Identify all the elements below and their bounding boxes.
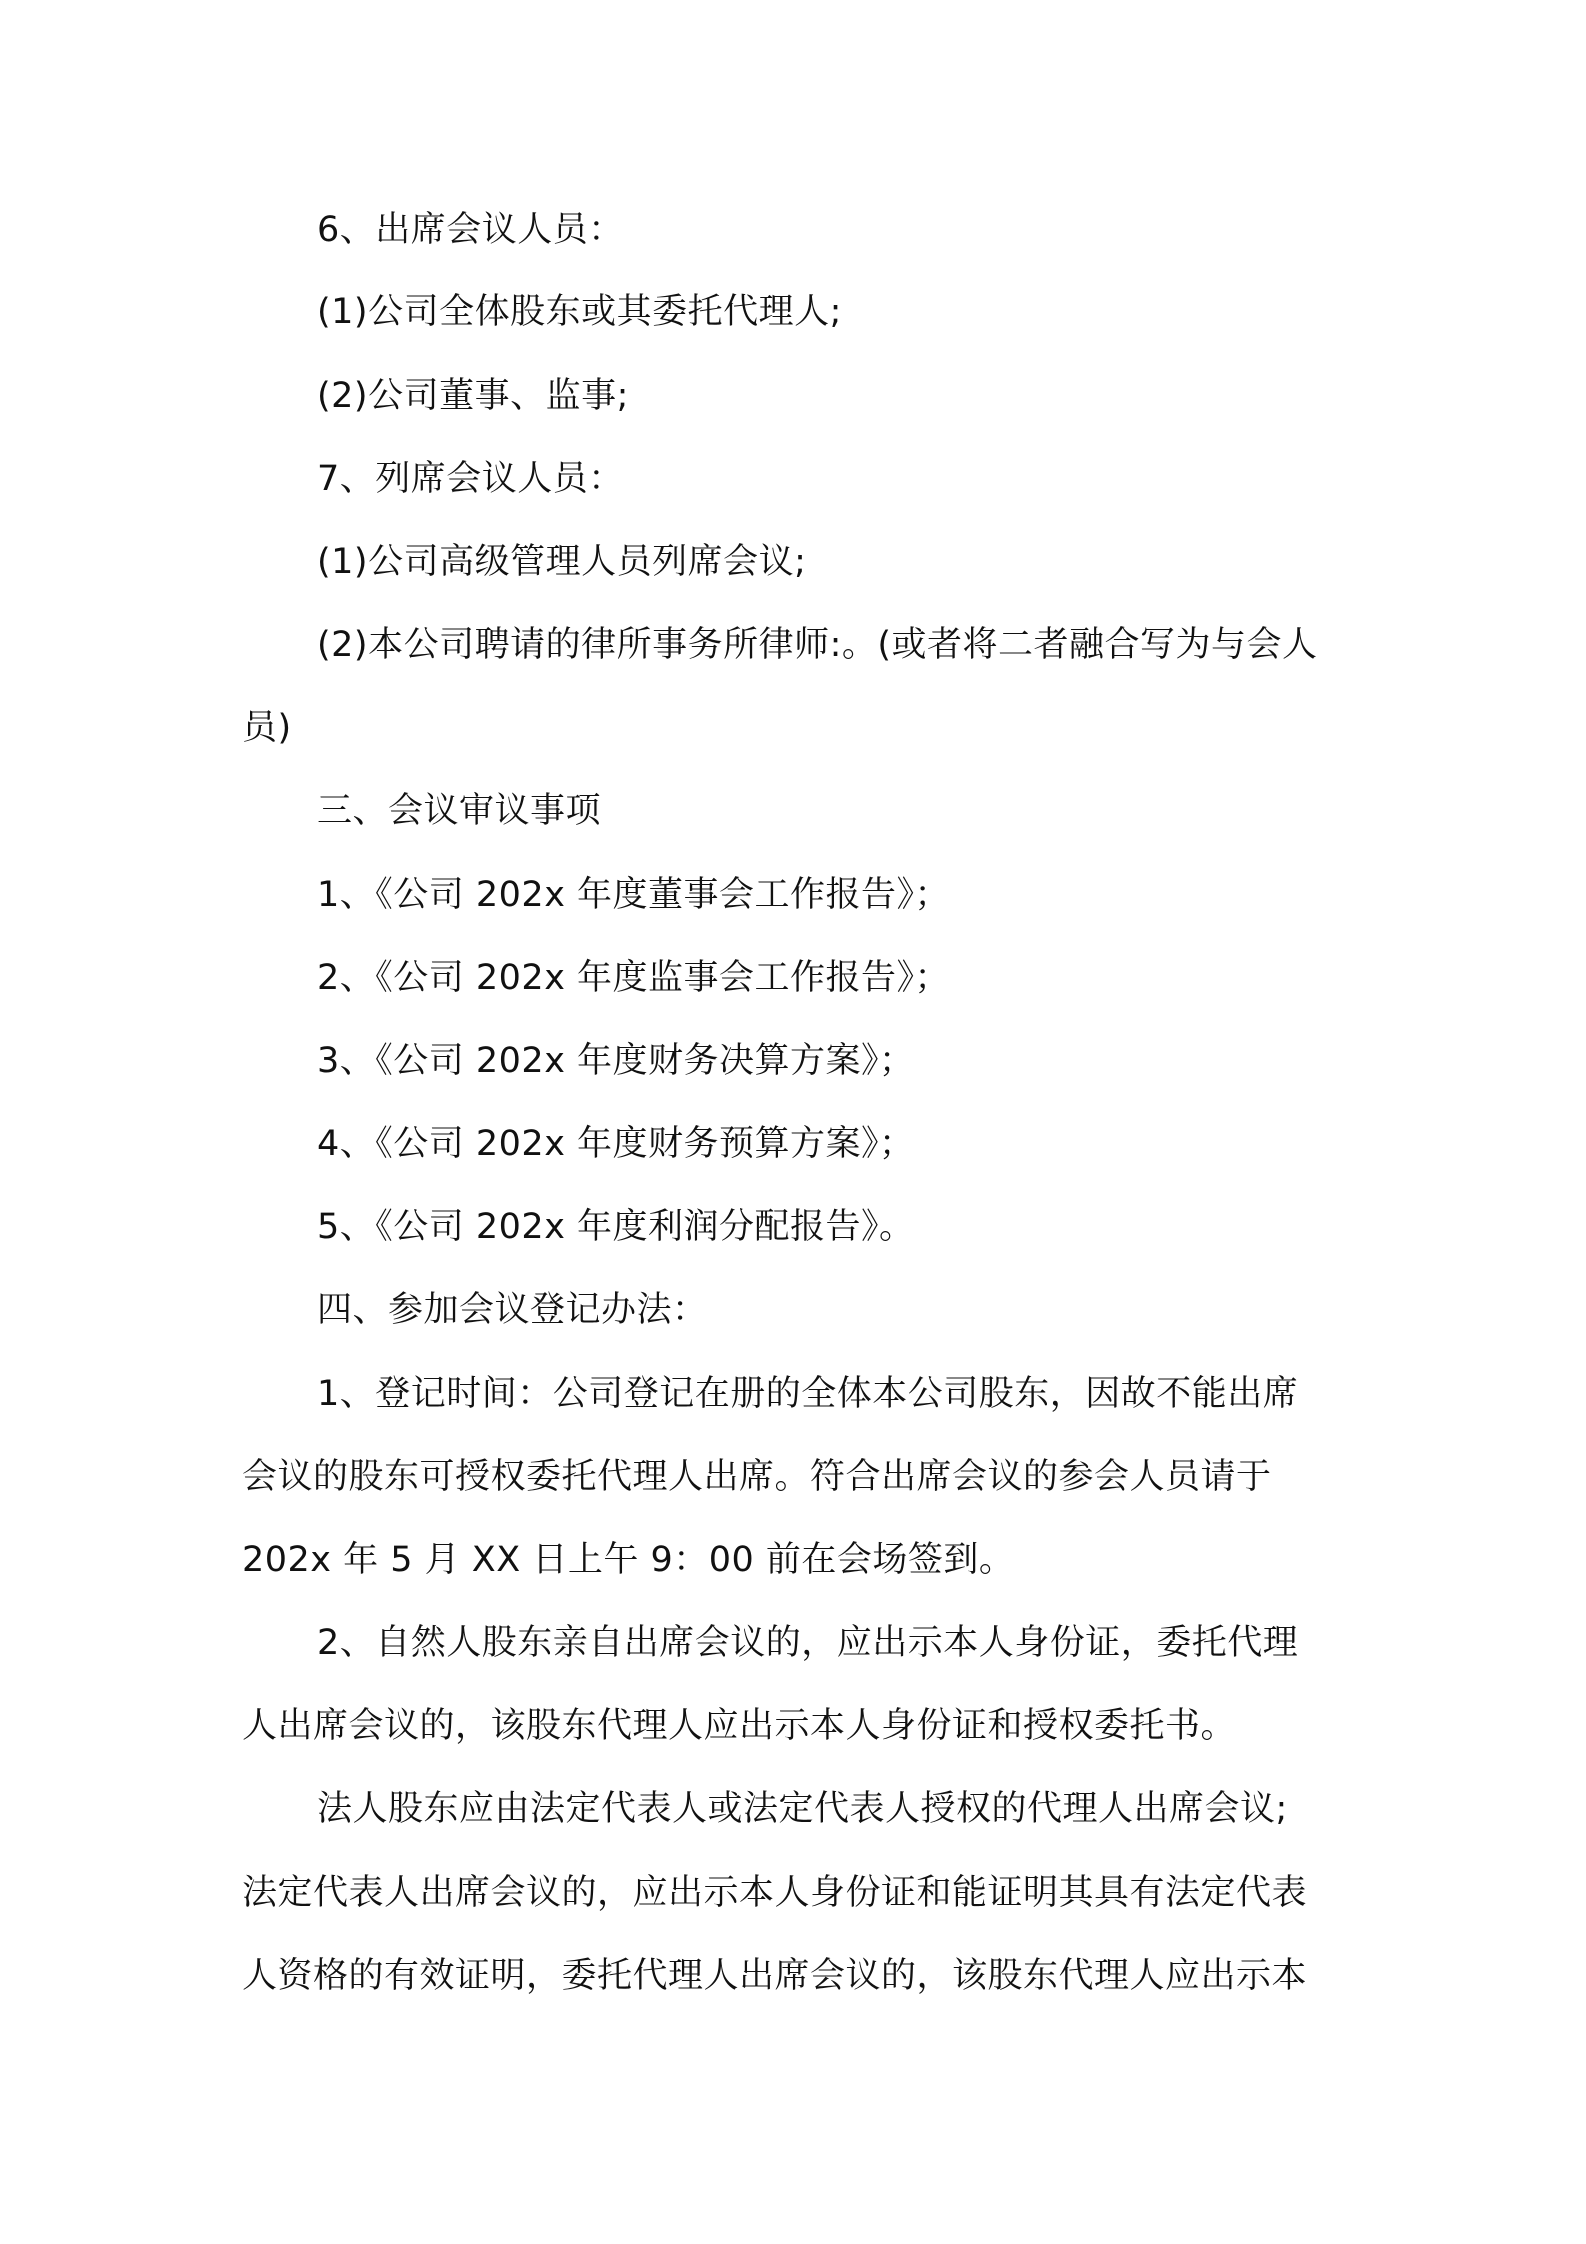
registration-time-paragraph-line-3: 202x 年 5 月 XX 日上午 9：00 前在会场签到。 xyxy=(242,1540,1015,1580)
observers-item-2: (2)本公司聘请的律所事务所律师:。(或者将二者融合写为与会人 xyxy=(317,625,1318,665)
legal-person-shareholder-paragraph: 法人股东应由法定代表人或法定代表人授权的代理人出席会议; xyxy=(317,1789,1288,1829)
agenda-item-5: 5、《公司 202x 年度利润分配报告》。 xyxy=(317,1207,915,1247)
item-7-observers-heading: 7、列席会议人员： xyxy=(317,459,624,499)
agenda-item-2: 2、《公司 202x 年度监事会工作报告》； xyxy=(317,958,951,998)
agenda-item-4: 4、《公司 202x 年度财务预算方案》； xyxy=(317,1124,915,1164)
natural-person-shareholder-paragraph: 2、自然人股东亲自出席会议的，应出示本人身份证，委托代理 xyxy=(317,1623,1299,1663)
legal-person-shareholder-paragraph-line-3: 人资格的有效证明，委托代理人出席会议的，该股东代理人应出示本 xyxy=(242,1956,1308,1996)
section-4-heading: 四、参加会议登记办法： xyxy=(317,1290,708,1330)
attendees-item-1: (1)公司全体股东或其委托代理人; xyxy=(317,292,842,332)
registration-time-paragraph: 1、登记时间：公司登记在册的全体本公司股东，因故不能出席 xyxy=(317,1374,1299,1414)
attendees-item-2: (2)公司董事、监事; xyxy=(317,376,629,416)
registration-time-paragraph-line-2: 会议的股东可授权委托代理人出席。符合出席会议的参会人员请于 xyxy=(242,1457,1272,1497)
section-3-heading: 三、会议审议事项 xyxy=(317,791,602,831)
agenda-item-1: 1、《公司 202x 年度董事会工作报告》； xyxy=(317,875,951,915)
item-6-attendees-heading: 6、出席会议人员： xyxy=(317,210,624,250)
natural-person-shareholder-paragraph-line-2: 人出席会议的，该股东代理人应出示本人身份证和授权委托书。 xyxy=(242,1706,1237,1746)
agenda-item-3: 3、《公司 202x 年度财务决算方案》； xyxy=(317,1041,915,1081)
observers-item-2-continued: 员) xyxy=(242,708,292,748)
legal-person-shareholder-paragraph-line-2: 法定代表人出席会议的，应出示本人身份证和能证明其具有法定代表 xyxy=(242,1873,1308,1913)
observers-item-1: (1)公司高级管理人员列席会议; xyxy=(317,542,807,582)
